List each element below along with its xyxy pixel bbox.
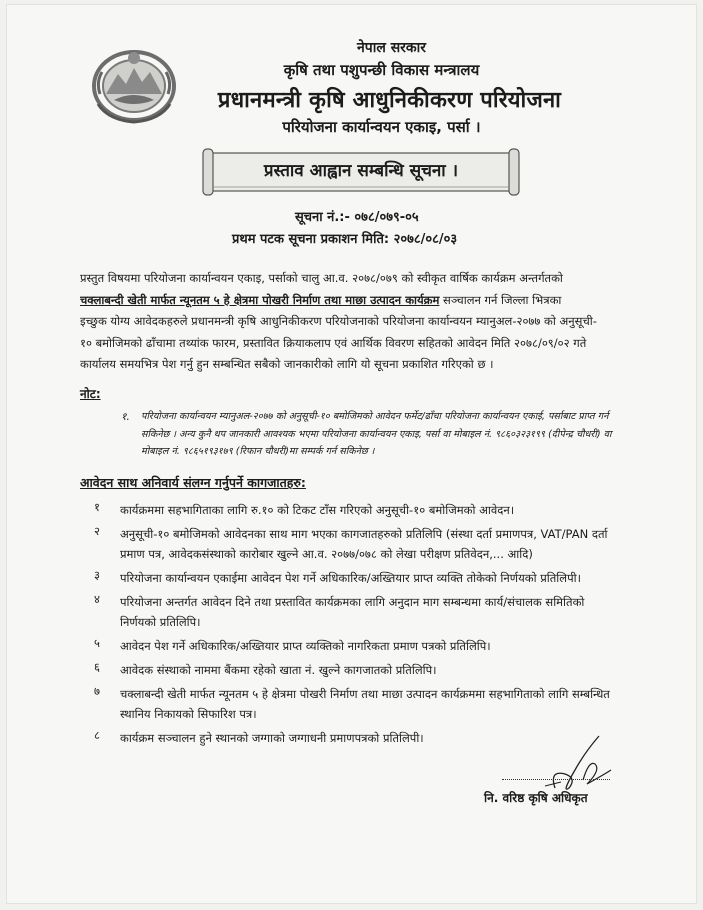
program-name: चक्लाबन्दी खेती मार्फत न्यूनतम ५ हे क्षेत्रमा पोखरी निर्माण तथा माछा उत्पादन कार्यक्रम <box>80 292 440 307</box>
document-item-line: परियोजना कार्यान्वयन एकाईमा आवेदन पेश गर्ने अधिकारिक/अख्तियार प्राप्त व्यक्ति तोकेको निर्णयको प्रतिलिपी। <box>120 571 581 585</box>
document-item <box>80 524 660 564</box>
document-item-line: अनुसूची-१० बमोजिमको आवेदनका साथ माग भएका कागजातहरुको प्रतिलिपि (संस्था दर्ता प्रमाणपत्र, VAT/PAN दर्ता <box>120 527 608 541</box>
document-item <box>80 636 660 656</box>
notice-body <box>80 268 654 376</box>
document-item-number: ६ <box>94 660 100 674</box>
document-item-number: ७ <box>94 684 100 698</box>
document-item-number: ४ <box>94 592 100 606</box>
document-item-number: ३ <box>94 568 100 582</box>
document-item-text <box>120 684 660 724</box>
documents-list <box>80 500 660 752</box>
document-item-number: ८ <box>94 728 100 742</box>
notice-number: सूचना नं.:- ०७८/०७९-०५ <box>295 210 419 225</box>
signatory-title: नि. वरिष्ठ कृषि अधिकृत <box>484 791 588 805</box>
body-line <box>80 290 654 312</box>
document-item <box>80 592 660 632</box>
note-heading: नोट: <box>80 387 101 401</box>
document-item <box>80 568 660 588</box>
signature-line <box>502 779 610 780</box>
body-line: कार्यालय समयभित्र पेश गर्नु हुन सम्बन्धित सबैको जानकारीको लागि यो सूचना प्रकाशित गरिएको छ । <box>80 357 494 371</box>
document-item-line: कार्यक्रम सञ्चालन हुने स्थानको जग्गाको जग्गाधनी प्रमाणपत्रको प्रतिलिपी। <box>120 731 424 745</box>
publish-date: प्रथम पटक सूचना प्रकाशन मिति: २०७८/०८/०३ <box>232 232 458 247</box>
note-line: सकिनेछ । अन्य कुनै थप जानकारी आवश्यक भएमा परियोजना कार्यान्वयन एकाइ, पर्सा वा मोबाइल नं. ९८६०३२३१९९ (दीपेन्द्र चौधरी) वा <box>141 428 612 440</box>
document-item-line: परियोजना अन्तर्गत आवेदन दिने तथा प्रस्तावित कार्यक्रमका लागि अनुदान माग सम्बन्धमा कार्य/संचालक समितिको <box>120 595 585 609</box>
document-item-line: चक्लाबन्दी खेती मार्फत न्यूनतम ५ हे क्षेत्रमा पोखरी निर्माण तथा माछा उत्पादन कार्यक्रममा सहभागिताको लागि सम्बन्धित <box>120 687 610 701</box>
note-number: १. <box>121 411 130 423</box>
notice-title: प्रस्ताव आह्वान सम्बन्धि सूचना । <box>263 161 459 181</box>
document-item-line: आवेदन पेश गर्ने अधिकारिक/अख्तियार प्राप्त व्यक्तिको नागरिकता प्रमाण पत्रको प्रतिलिपि। <box>120 639 491 653</box>
document-item-number: १ <box>94 500 100 514</box>
body-line: १० बमोजिमको ढाँचामा तथ्यांक फारम, प्रस्तावित क्रियाकलाप एवं आर्थिक विवरण सहितको आवेदन मिति २०७८/०९/०२ गते <box>80 335 587 350</box>
document-item-line: निर्णयको प्रतिलिपि। <box>120 615 201 629</box>
document-item-line: आवेदक संस्थाको नाममा बैंकमा रहेको खाता नं. खुल्ने कागजातको प्रतिलिपि। <box>120 663 437 677</box>
body-line-rest: सञ्चालन गर्न जिल्ला भित्रका <box>439 292 562 307</box>
note-line: मोबाइल नं. ९८६५१९३१७९ (रिफान चौधरी)मा सम्पर्क गर्न सकिनेछ । <box>141 446 375 457</box>
document-item-text <box>120 500 660 520</box>
document-item-number: ५ <box>94 636 100 650</box>
document-item-line: प्रमाण पत्र, आवेदकसंस्थाको कारोबार खुल्ने आ.व. २०७७/०७८ को लेखा परीक्षण प्रतिवेदन,... आदि) <box>120 547 533 561</box>
body-line: प्रस्तुत विषयमा परियोजना कार्यान्वयन एकाइ, पर्साको चालु आ.व. २०७८/०७९ को स्वीकृत वार्षिक कार्यक्रम अन्तर्गतको <box>80 271 563 285</box>
document-item <box>80 684 660 724</box>
documents-heading: आवेदन साथ अनिवार्य संलग्न गर्नुपर्ने कागजातहरु: <box>80 475 306 490</box>
header-government: नेपाल सरकार <box>356 40 426 56</box>
header-ministry: कृषि तथा पशुपन्छी विकास मन्त्रालय <box>283 61 480 79</box>
document-item-text <box>120 524 660 564</box>
document-item-line: कार्यक्रममा सहभागिताका लागि रु.१० को टिकट टाँस गरिएको अनुसूची-१० बमोजिमको आवेदन। <box>120 503 515 517</box>
document-item-text <box>120 592 660 632</box>
note-line: परियोजना कार्यान्वयन म्यानुअल-२०७७ को अनुसूची-१० बमोजिमको आवेदन फर्मेट/ढाँचा परियोजना कार्यान्वयन एकाई, पर्साबाट प्राप्त गर्न <box>141 411 609 422</box>
header-project: प्रधानमन्त्री कृषि आधुनिकीकरण परियोजना <box>217 88 562 113</box>
document-item <box>80 660 660 680</box>
document-item <box>80 500 660 520</box>
document-item-line: स्थानिय निकायको सिफारिश पत्र। <box>120 707 257 721</box>
header-unit: परियोजना कार्यान्वयन एकाइ, पर्सा । <box>282 118 481 136</box>
body-line: इच्छुक योग्य आवेदकहरुले प्रधानमन्त्री कृषि आधुनिकीकरण परियोजनाको परियोजना कार्यान्वयन म्यानुअल-२०७७ को अनुसूची- <box>80 314 597 328</box>
document-item-number: २ <box>94 524 100 538</box>
note-body <box>141 408 656 461</box>
document-item-text <box>120 568 660 588</box>
document-item-text <box>120 660 660 680</box>
document-item-text <box>120 636 660 656</box>
